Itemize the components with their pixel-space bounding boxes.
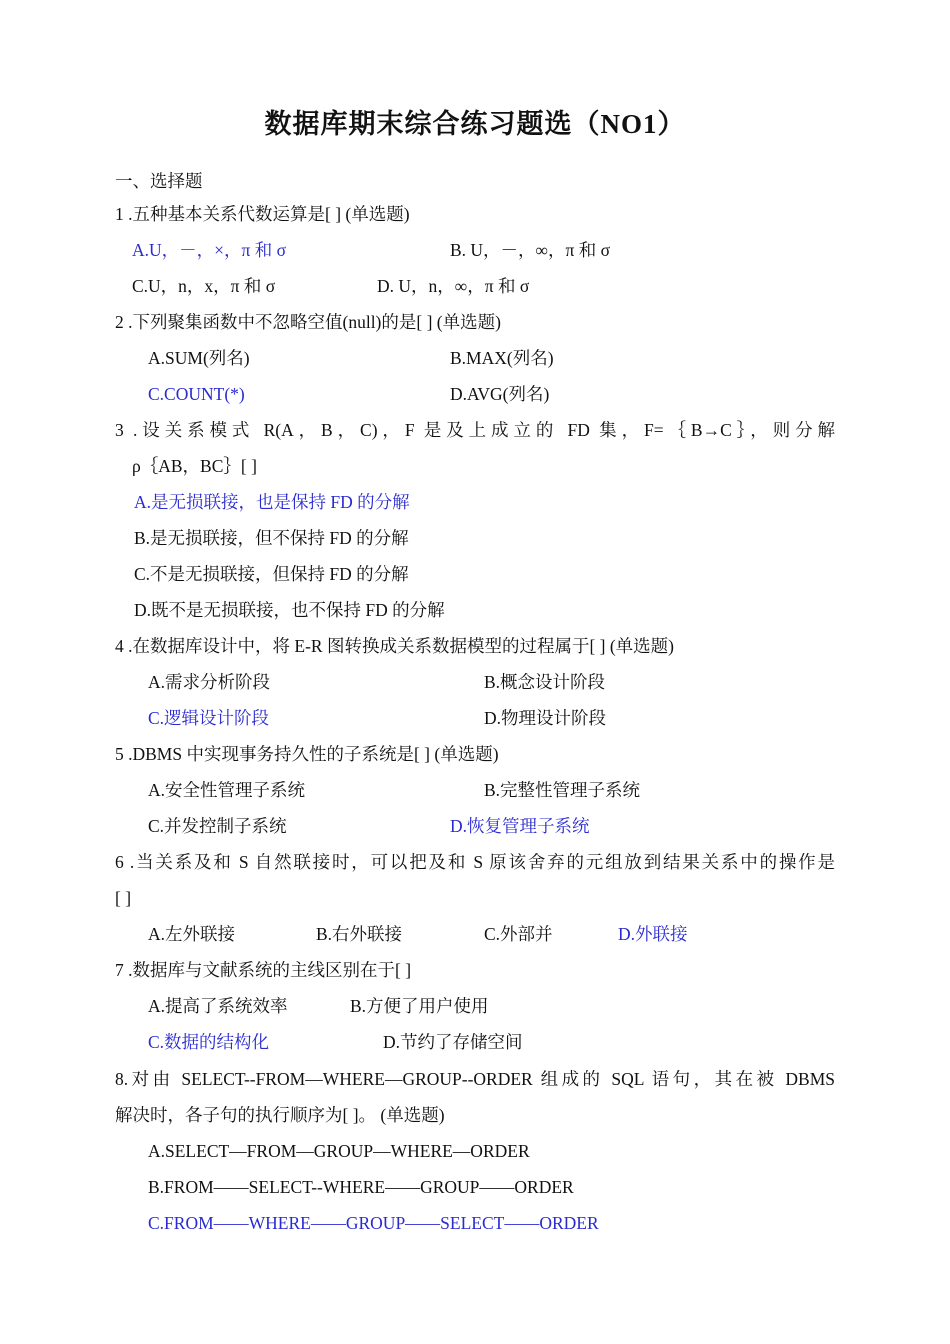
question-5-option-c: C.并发控制子系统 bbox=[148, 816, 287, 836]
question-4-option-c: C.逻辑设计阶段 bbox=[148, 708, 270, 728]
question-3-stem-line-2: ρ｛AB，BC｝[ ] bbox=[132, 456, 257, 476]
question-6-stem-line-2: [ ] bbox=[115, 888, 132, 908]
question-4-option-a: A.需求分析阶段 bbox=[148, 672, 271, 692]
section-heading: 一、选择题 bbox=[115, 171, 203, 191]
question-6-option-c: C.外部并 bbox=[484, 924, 553, 944]
question-3-option-b: B.是无损联接，但不保持 FD 的分解 bbox=[134, 528, 409, 548]
question-6-option-b: B.右外联接 bbox=[316, 924, 403, 944]
question-8-stem-line-1: 8.对由 SELECT--FROM—WHERE—GROUP--ORDER 组成的 SQL 语句，其在被 DBMS bbox=[115, 1069, 835, 1089]
question-4-stem: 4 .在数据库设计中，将 E-R 图转换成关系数据模型的过程属于[ ] (单选题) bbox=[115, 636, 674, 656]
question-1-option-d: D. U，n，∞，π 和 σ bbox=[377, 276, 530, 296]
question-4-option-d: D.物理设计阶段 bbox=[484, 708, 607, 728]
question-6-stem-line-1: 6 .当关系及和 S 自然联接时，可以把及和 S 原该舍弃的元组放到结果关系中的操作是 bbox=[115, 852, 835, 872]
question-8-option-c: C.FROM——WHERE——GROUP——SELECT——ORDER bbox=[148, 1213, 599, 1233]
question-4-option-b: B.概念设计阶段 bbox=[484, 672, 606, 692]
question-7-option-a: A.提高了系统效率 bbox=[148, 996, 288, 1016]
page-title: 数据库期末综合练习题选（NO1） bbox=[264, 109, 686, 139]
question-5-option-b: B.完整性管理子系统 bbox=[484, 780, 641, 800]
question-2-option-d: D.AVG(列名) bbox=[450, 384, 550, 404]
question-5-option-a: A.安全性管理子系统 bbox=[148, 780, 306, 800]
question-8-option-b: B.FROM——SELECT--WHERE——GROUP——ORDER bbox=[148, 1177, 574, 1197]
question-7-option-c: C.数据的结构化 bbox=[148, 1032, 270, 1052]
question-6-option-a: A.左外联接 bbox=[148, 924, 236, 944]
question-2-option-b: B.MAX(列名) bbox=[450, 348, 554, 368]
question-8-option-a: A.SELECT—FROM—GROUP—WHERE—ORDER bbox=[148, 1141, 530, 1161]
question-1-option-b: B. U，－，∞，π 和 σ bbox=[450, 240, 611, 260]
question-7-option-b: B.方便了用户使用 bbox=[350, 996, 489, 1016]
question-8-stem-line-2: 解决时，各子句的执行顺序为[ ]。 (单选题) bbox=[115, 1105, 445, 1125]
question-1-option-a: A.U，－，×，π 和 σ bbox=[132, 240, 287, 260]
question-7-stem: 7 .数据库与文献系统的主线区别在于[ ] bbox=[115, 960, 412, 980]
question-3-option-d: D.既不是无损联接，也不保持 FD 的分解 bbox=[134, 600, 445, 620]
question-5-option-d: D.恢复管理子系统 bbox=[450, 816, 590, 836]
question-2-option-c: C.COUNT(*) bbox=[148, 384, 245, 404]
question-6-option-d: D.外联接 bbox=[618, 924, 688, 944]
question-2-stem: 2 .下列聚集函数中不忽略空值(null)的是[ ] (单选题) bbox=[115, 312, 501, 332]
question-3-option-a: A.是无损联接，也是保持 FD 的分解 bbox=[134, 492, 410, 512]
question-7-option-d: D.节约了存储空间 bbox=[383, 1032, 523, 1052]
question-1-option-c: C.U，n，x，π 和 σ bbox=[132, 276, 276, 296]
question-3-option-c: C.不是无损联接，但保持 FD 的分解 bbox=[134, 564, 409, 584]
question-2-option-a: A.SUM(列名) bbox=[148, 348, 250, 368]
question-1-stem: 1 .五种基本关系代数运算是[ ] (单选题) bbox=[115, 204, 410, 224]
question-5-stem: 5 .DBMS 中实现事务持久性的子系统是[ ] (单选题) bbox=[115, 744, 499, 764]
question-3-stem-line-1: 3 .设关系模式 R(A，B，C)，F 是及上成立的 FD 集，F=｛B→C｝，则分解 bbox=[115, 420, 835, 440]
